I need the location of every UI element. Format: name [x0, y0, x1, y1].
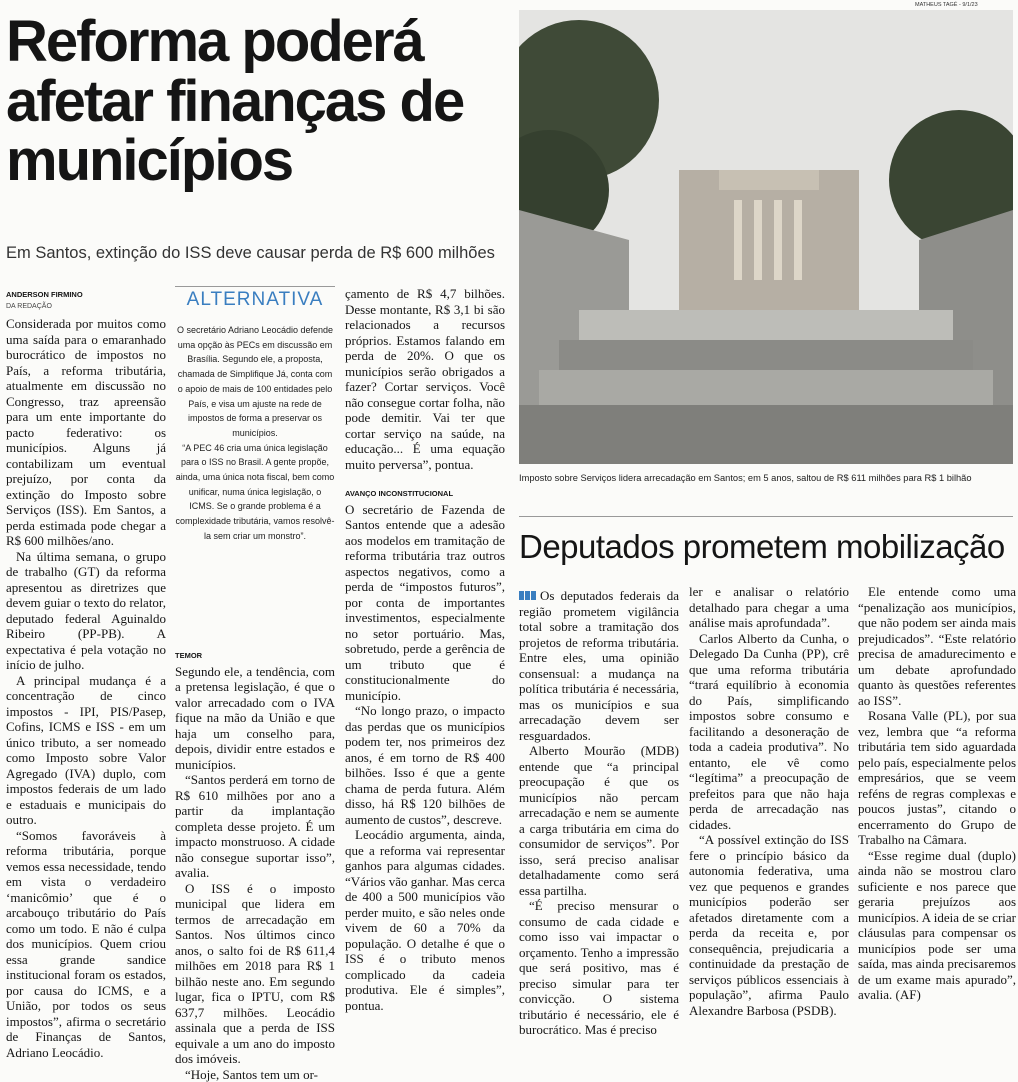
paragraph: “Somos favoráveis à reforma tributária, porque vemos essa necessidade, tendo em vista o verdadeiro ‘manicômio’ que é o arcabouço tributário do País como um todo. E não é culpa dos municípios. Quem criou essa grande sandice institucional foram os estados, por causa do ICMS, e a União, por todos os seus impostos”, afirma o secretário de Finanças de Santos, Adriano Leocádio. [6, 828, 166, 1061]
paragraph: Carlos Alberto da Cunha, o Delegado Da Cunha (PP), crê que uma reforma tributária “trará equilíbrio à economia do País, simplificando impostos sobre consumo e facilitando a desoneração de toda a cadeia produtiva”. No entanto, ele vê como “legítima” a preocupação de prefeitos para que não haja perda de arrecadação nas cidades. [689, 631, 849, 833]
section-heading-temor: TEMOR [175, 648, 335, 664]
article-column-1 [6, 316, 166, 1060]
byline-source: DA REDAÇÃO [6, 303, 52, 310]
paragraph: Alberto Mourão (MDB) entende que “a principal preocupação é que os municípios não percam arrecadação e nem se aumente a carga tributária em cima do consumidor de serviços”. Por isso, será preciso analisar detalhadamente como será essa partilha. [519, 743, 679, 898]
paragraph: çamento de R$ 4,7 bilhões. Desse montante, R$ 3,1 bi são relacionados a recursos próprios. Estamos falando em perda de 20%. O que os municípios serão obrigados a fazer? Cortar serviços. Você não consegue cortar folha, não pode demitir. Vai ter que cortar serviço na saúde, na educação... É uma equação muito perversa”, pontua. [345, 286, 505, 472]
paragraph: A principal mudança é a concentração de cinco impostos - IPI, PIS/Pasep, Cofins, ICMS e ISS - em um único tributo, a ser nomeado como Imposto sobre Valor Agregado (IVA) duplo, com impostos federais de um lado e estaduais e municipais do outro. [6, 673, 166, 828]
paragraph: Rosana Valle (PL), por sua vez, lembra que “a reforma tributária tem sido aguardada pelo país, especialmente pelos empresários, que se veem reféns de regras complexas e poucos justas”, citando o encerramento do Grupo de Trabalho na Câmara. [858, 708, 1016, 848]
subheadline: Em Santos, extinção do ISS deve causar perda de R$ 600 milhões [6, 244, 506, 263]
section-marker-icon [525, 591, 530, 600]
section-marker-icon [519, 591, 524, 600]
article-column-3 [345, 286, 505, 1013]
paragraph: “A possível extinção do ISS fere o princípio básico da autonomia federativa, uma vez que pequenos e grandes municípios poderão ser afetados diretamente com a perda da receita e, por consequência, prejudicaria a continuidade da prestação de serviços públicos essenciais à população”, afirma Paulo Alexandre Barbosa (PSDB). [689, 832, 849, 1018]
sidebar-paragraph: O secretário Adriano Leocádio defende uma opção às PECs em discussão em Brasília. Segundo ele, a proposta, chamada de Simplifique Já, conta com o apoio de mais de 100 entidades pelo País, e visa um ajuste na rede de impostos de forma a preservar os municípios. [175, 323, 335, 441]
section-heading-avanco: AVANÇO INCONSTITUCIONAL [345, 486, 505, 502]
paragraph: Segundo ele, a tendência, com a pretensa legislação, é que o valor arrecadado com o IVA fique na mão da União e que haja um conselho para, depois, dividir entre estados e municípios. [175, 664, 335, 773]
sidebar-box-body [175, 323, 335, 544]
paragraph: “No longo prazo, o impacto das perdas que os municípios podem ter, nos primeiros dez anos, é em torno de R$ 400 bilhões. Isso é que a gente chama de perda futura. Além disso, há R$ 120 bilhões de aumento de custos”, descreve. [345, 703, 505, 827]
paragraph: “Hoje, Santos tem um or- [175, 1067, 335, 1082]
paragraph: O secretário de Fazenda de Santos entende que a adesão aos modelos em tramitação de reforma tributária traz outros aspectos negativos, como a perda de “impostos futuros”, por conta de importantes investimentos, especialmente no setor portuário. Mas, sobretudo, perde a gerência de um tributo que é constitucionalmente do município. [345, 502, 505, 704]
photo-credit: MATHEUS TAGÉ - 9/1/23 [915, 2, 978, 8]
sidebar-paragraph: “A PEC 46 cria uma única legislação para o ISS no Brasil. A gente propõe, ainda, uma única nota fiscal, bem como unificar, numa única legislação, o ICMS. Se o grande problema é a complexidade tributária, vamos resolvê-la sem criar um monstro”. [175, 441, 335, 544]
section-divider [519, 516, 1013, 517]
paragraph: “É preciso mensurar o consumo de cada cidade e como isso vai impactar o orçamento. Tenho a impressão que será positivo, mas é preciso simular para ter convicção. O sistema tributário é necessário, ele é burocrático. Mas é preciso [519, 898, 679, 1038]
paragraph-text: Os deputados federais da região prometem vigilância total sobre a tramitação dos projetos de reforma tributária. Entre eles, uma opinião consensual: a mudança na política tributária é necessária, mas os municípios e sua arrecadação devem ser resguardados. [519, 588, 679, 743]
headline: Reforma poderá afetar finanças de municípios [6, 12, 506, 191]
photo-city-hall [519, 10, 1013, 464]
secondary-column-1 [519, 588, 679, 1038]
secondary-column-2 [689, 584, 849, 1018]
paragraph: ler e analisar o relatório detalhado para chegar a uma análise mais aprofundada”. [689, 584, 849, 631]
article-column-2 [175, 648, 335, 1082]
sidebar-box-title: ALTERNATIVA [175, 289, 335, 311]
paragraph: “Santos perderá em torno de R$ 610 milhões por ano a partir da implantação completa desse projeto. É um impacto monstruoso. A cidade não consegue suportar isso”, avalia. [175, 772, 335, 881]
paragraph: Na última semana, o grupo de trabalho (GT) da reforma apresentou as diretrizes que devem guiar o texto do relator, deputado federal Aguinaldo Ribeiro (PP-PB). A expectativa é pela votação no início de julho. [6, 549, 166, 673]
paragraph [519, 588, 679, 743]
paragraph: “Esse regime dual (duplo) ainda não se mostrou claro suficiente e nos parece que geraria prejuízos aos municípios. A ideia de se criar cláusulas para compensar os municípios pode ser uma saída, mas ainda precisaremos de um exame mais apurado”, avalia. (AF) [858, 848, 1016, 1003]
secondary-column-3 [858, 584, 1016, 1003]
photo-caption: Imposto sobre Serviços lidera arrecadação em Santos; em 5 anos, saltou de R$ 611 milhões para R$ 1 bilhão [519, 473, 1013, 483]
paragraph: O ISS é o imposto municipal que lidera em termos de arrecadação em Santos. Nos últimos cinco anos, o salto foi de R$ 611,4 milhões em 2018 para R$ 1 bilhão neste ano. Em segundo lugar, fica o IPTU, com R$ 637,7 milhões. Leocádio assinala que a perda de ISS equivale a um ano do imposto dos imóveis. [175, 881, 335, 1067]
paragraph: Leocádio argumenta, ainda, que a reforma vai representar ganhos para algumas cidades. “Vários vão ganhar. Mas cerca de 400 a 500 municípios vão perder muito, e são neles onde vivem de 60 a 70% da população. O detalhe é que o ISS é o tributo menos complicado da cadeia produtiva. Ele é simples”, pontua. [345, 827, 505, 1013]
byline: ANDERSON FIRMINO [6, 290, 83, 299]
photo-illustration [519, 10, 1013, 464]
section-marker-icon [531, 591, 536, 600]
secondary-headline: Deputados prometem mobilização [519, 528, 1013, 566]
paragraph: Ele entende como uma “penalização aos municípios, que não podem ser ainda mais prejudicados”. “Este relatório precisa de amadurecimento e um debate aprofundado quanto às questões referentes ao ISS”. [858, 584, 1016, 708]
paragraph: Considerada por muitos como uma saída para o emaranhado burocrático de impostos no País, a reforma tributária, atualmente em discussão no Congresso, traz apreensão para um ente importante do pacto federativo: os municípios. Alguns já contabilizam um eventual prejuízo, por conta da extinção do Imposto sobre Serviços (ISS). Em Santos, a perda estimada pode chegar a R$ 600 milhões/ano. [6, 316, 166, 549]
sidebar-box-alternativa [175, 286, 335, 627]
